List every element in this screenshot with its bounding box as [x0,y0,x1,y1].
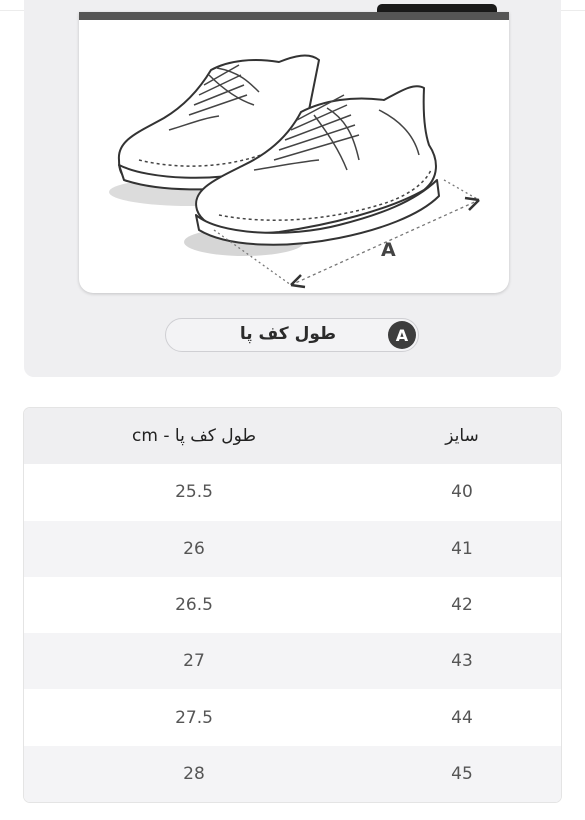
length-cell: 28 [183,763,205,784]
size-cell: 45 [451,763,473,784]
legend-badge: A [388,321,416,349]
measurement-legend [165,318,419,352]
table-header-row [24,408,561,464]
length-cell: 27 [183,651,205,672]
size-cell: 44 [451,707,473,728]
table-row [24,633,561,689]
image-card-bar [79,12,509,20]
size-cell: 41 [451,538,473,559]
table-row [24,689,561,745]
size-cell: 42 [451,595,473,616]
header-size: سایز [445,426,479,447]
length-cell: 26.5 [175,595,213,616]
length-cell: 27.5 [175,707,213,728]
length-cell: 25.5 [175,482,213,503]
measure-letter: A [381,239,396,261]
sneaker-illustration [79,20,509,293]
size-table [24,408,561,802]
header-length: طول کف پا - cm [132,426,256,447]
size-cell: 43 [451,651,473,672]
table-row [24,746,561,802]
size-cell: 40 [451,482,473,503]
table-row [24,464,561,520]
table-row [24,577,561,633]
length-cell: 26 [183,538,205,559]
shoe-illustration-card [79,12,509,293]
legend-label: طول کف پا [239,324,336,344]
table-row [24,521,561,577]
